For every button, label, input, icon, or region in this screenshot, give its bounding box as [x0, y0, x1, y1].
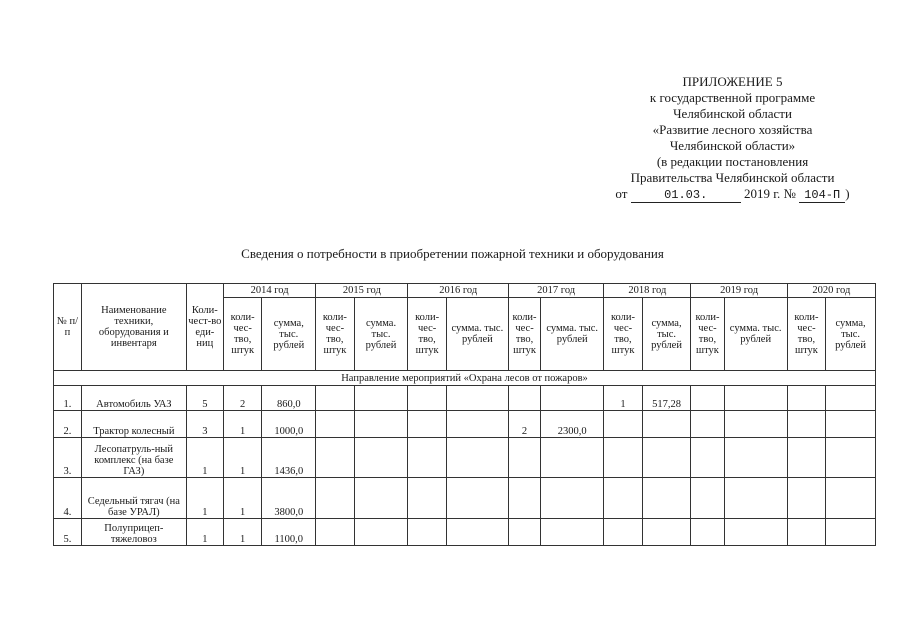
row-sum-cell [826, 478, 876, 519]
sub-header-sum: сумма, тыс. рублей [826, 298, 876, 371]
row-sum-cell [724, 438, 787, 478]
row-sum-cell [826, 411, 876, 438]
table-row [54, 438, 876, 478]
section-row [54, 371, 876, 386]
sub-header-qty: коли-чес-тво, штук [787, 298, 825, 371]
row-sum-cell [826, 519, 876, 546]
row-sum-cell [826, 386, 876, 411]
row-qty-cell [316, 438, 354, 478]
row-sum-cell [642, 411, 691, 438]
row-units: 5 [186, 386, 223, 411]
year-header: 2017 год [508, 284, 603, 298]
year-header: 2015 год [316, 284, 408, 298]
year-header: 2014 год [223, 284, 315, 298]
row-qty-cell [408, 438, 446, 478]
row-sum-cell [354, 519, 408, 546]
table-title: Сведения о потребности в приобретении пожарной техники и оборудования [241, 246, 664, 261]
row-qty-cell [316, 478, 354, 519]
row-qty-cell [508, 478, 540, 519]
table-row [54, 386, 876, 411]
sub-header-sum: сумма, тыс. рублей [262, 298, 316, 371]
sub-header-sum: сумма. тыс. рублей [724, 298, 787, 371]
row-sum-cell [724, 386, 787, 411]
row-qty-cell [691, 478, 724, 519]
annex-title: ПРИЛОЖЕНИЕ 5 [682, 74, 783, 89]
row-sum-cell: 517,28 [642, 386, 691, 411]
decree-line [560, 186, 905, 203]
header-line: Челябинской области» [669, 138, 796, 153]
table-row [54, 519, 876, 546]
row-qty-cell [508, 438, 540, 478]
row-sum-cell [446, 519, 508, 546]
row-qty-cell [787, 411, 825, 438]
row-units: 1 [186, 519, 223, 546]
row-qty-cell [316, 386, 354, 411]
row-name: Седельный тягач (на базе УРАЛ) [81, 478, 186, 519]
row-qty-cell: 2 [223, 386, 261, 411]
header-line: к государственной программе [649, 90, 816, 105]
year-header: 2019 год [691, 284, 787, 298]
header-line: Правительства Челябинской области [630, 170, 835, 185]
row-sum-cell [446, 411, 508, 438]
row-qty-cell [508, 386, 540, 411]
row-number: 3. [54, 438, 82, 478]
row-sum-cell [642, 478, 691, 519]
row-sum-cell [642, 519, 691, 546]
decree-from-label: от [615, 186, 628, 201]
decree-number: 104-П [799, 189, 845, 203]
section-title: Направление мероприятий «Охрана лесов от пожаров» [54, 371, 876, 386]
row-qty-cell [787, 478, 825, 519]
row-sum-cell [354, 411, 408, 438]
row-number: 2. [54, 411, 82, 438]
row-qty-cell [408, 411, 446, 438]
row-name: Полуприцеп-тяжеловоз [81, 519, 186, 546]
col-header-name: Наименование техники, оборудования и инвентаря [81, 284, 186, 371]
row-sum-cell [446, 438, 508, 478]
row-qty-cell [408, 478, 446, 519]
row-qty-cell [508, 519, 540, 546]
row-qty-cell [316, 411, 354, 438]
sub-header-qty: коли-чес-тво, штук [223, 298, 261, 371]
row-sum-cell [724, 519, 787, 546]
row-sum-cell [541, 386, 604, 411]
row-sum-cell [826, 438, 876, 478]
row-number: 4. [54, 478, 82, 519]
table-row [54, 411, 876, 438]
fire-equipment-table [53, 283, 876, 546]
row-qty-cell: 1 [223, 411, 261, 438]
sub-header-qty: коли-чес-тво, штук [691, 298, 724, 371]
sub-header-qty: коли-чес-тво, штук [316, 298, 354, 371]
row-sum-cell [354, 386, 408, 411]
row-qty-cell: 1 [223, 478, 261, 519]
header-line: (в редакции постановления [656, 154, 809, 169]
sub-header-qty: коли-чес-тво, штук [408, 298, 446, 371]
row-sum-cell: 2300,0 [541, 411, 604, 438]
row-units: 1 [186, 438, 223, 478]
sub-header-sum: сумма. тыс. рублей [446, 298, 508, 371]
row-sum-cell: 860,0 [262, 386, 316, 411]
row-qty-cell [604, 411, 642, 438]
row-qty-cell: 1 [223, 438, 261, 478]
row-units: 3 [186, 411, 223, 438]
sub-header-sum: сумма. тыс. рублей [354, 298, 408, 371]
row-qty-cell [691, 519, 724, 546]
row-qty-cell [604, 438, 642, 478]
sub-header-sum: сумма, тыс. рублей [642, 298, 691, 371]
col-header-num: № п/п [54, 284, 82, 371]
row-name: Трактор колесный [81, 411, 186, 438]
row-sum-cell [541, 519, 604, 546]
year-header: 2020 год [787, 284, 875, 298]
row-sum-cell: 3800,0 [262, 478, 316, 519]
sub-header-sum: сумма. тыс. рублей [541, 298, 604, 371]
sub-header-qty: коли-чес-тво, штук [604, 298, 642, 371]
row-sum-cell [446, 386, 508, 411]
row-qty-cell [787, 519, 825, 546]
year-header: 2016 год [408, 284, 509, 298]
decree-date: 01.03. [631, 189, 741, 203]
row-qty-cell [604, 519, 642, 546]
row-sum-cell [642, 438, 691, 478]
row-sum-cell [354, 478, 408, 519]
row-qty-cell [691, 438, 724, 478]
year-header: 2018 год [604, 284, 691, 298]
row-qty-cell [691, 386, 724, 411]
row-sum-cell: 1436,0 [262, 438, 316, 478]
row-sum-cell: 1100,0 [262, 519, 316, 546]
decree-year-text: 2019 г. № [743, 186, 796, 201]
sub-header-qty: коли-чес-тво, штук [508, 298, 540, 371]
row-qty-cell [604, 478, 642, 519]
row-sum-cell [541, 478, 604, 519]
row-sum-cell [354, 438, 408, 478]
row-qty-cell [408, 519, 446, 546]
table-body [54, 386, 876, 546]
row-sum-cell [446, 478, 508, 519]
row-name: Лесопатруль-ный комплекс (на базе ГАЗ) [81, 438, 186, 478]
document-header [560, 74, 905, 203]
row-sum-cell [541, 438, 604, 478]
year-header-row [54, 284, 876, 298]
row-sum-cell [724, 478, 787, 519]
row-name: Автомобиль УАЗ [81, 386, 186, 411]
header-line: «Развитие лесного хозяйства [652, 122, 813, 137]
decree-closing: ) [845, 186, 850, 201]
row-qty-cell: 1 [223, 519, 261, 546]
row-qty-cell [408, 386, 446, 411]
row-units: 1 [186, 478, 223, 519]
row-qty-cell [691, 411, 724, 438]
table-row [54, 478, 876, 519]
row-sum-cell: 1000,0 [262, 411, 316, 438]
row-qty-cell [316, 519, 354, 546]
col-header-units: Коли-чест-во еди-ниц [186, 284, 223, 371]
row-qty-cell: 2 [508, 411, 540, 438]
header-line: Челябинской области [673, 106, 792, 121]
row-sum-cell [724, 411, 787, 438]
row-qty-cell [787, 438, 825, 478]
row-qty-cell [787, 386, 825, 411]
row-qty-cell: 1 [604, 386, 642, 411]
row-number: 5. [54, 519, 82, 546]
row-number: 1. [54, 386, 82, 411]
